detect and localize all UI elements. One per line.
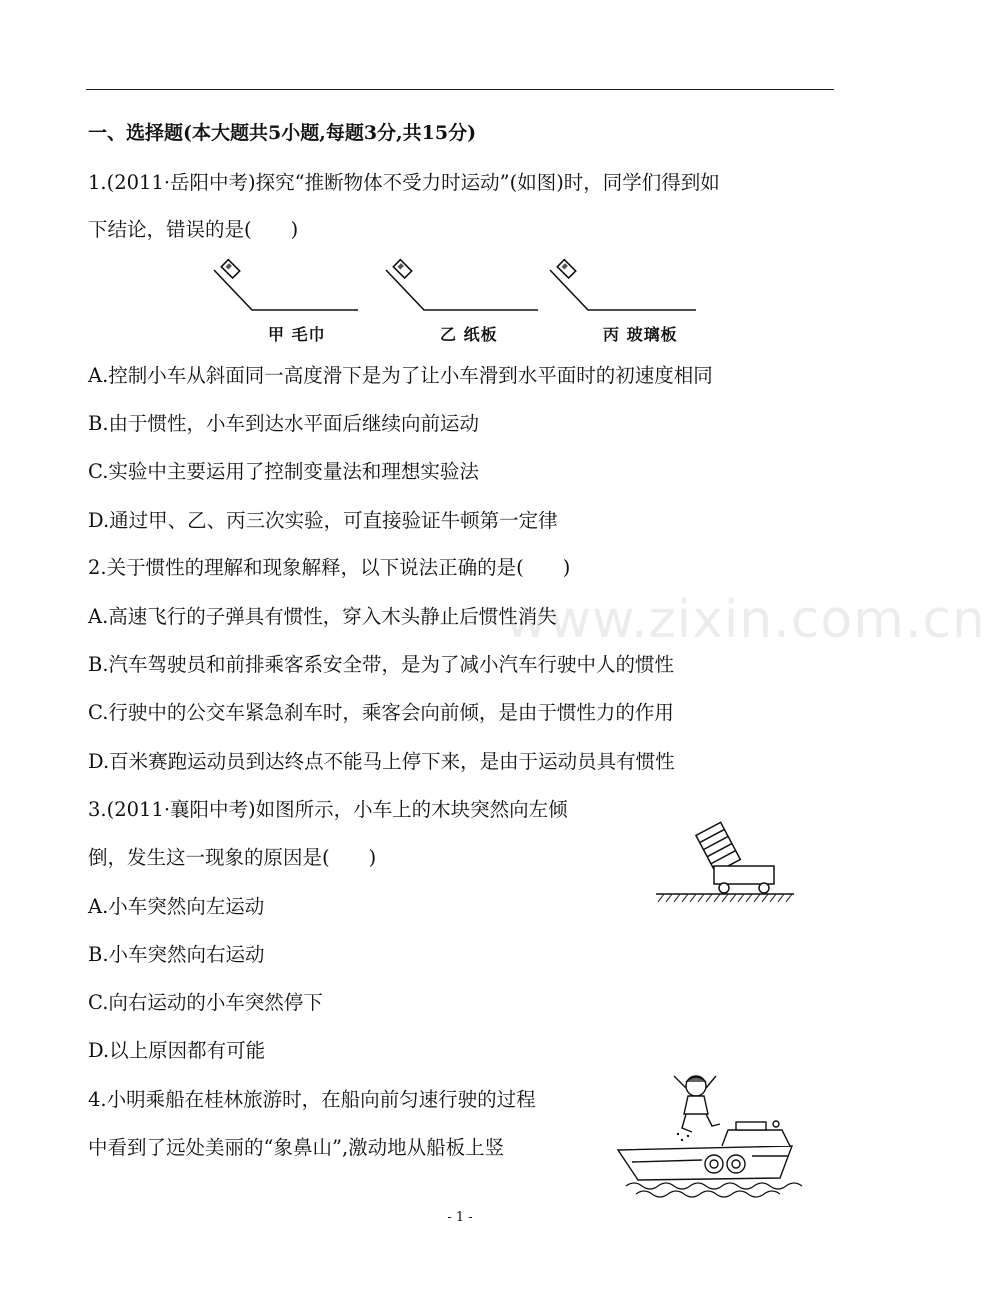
q1-option-a: A.控制小车从斜面同一高度滑下是为了让小车滑到水平面时的初速度相同 xyxy=(88,364,713,387)
q3-option-a: A.小车突然向左运动 xyxy=(88,895,265,918)
q3-option-b: B.小车突然向右运动 xyxy=(88,943,265,966)
page-number: - 1 - xyxy=(447,1210,473,1225)
q1-stem-line-2: 下结论，错误的是( ) xyxy=(88,218,299,241)
q1-stem-line-1: 1.(2011·岳阳中考)探究“推断物体不受力时运动”(如图)时，同学们得到如 xyxy=(88,171,720,194)
q2-option-c: C.行驶中的公交车紧急刹车时，乘客会向前倾，是由于惯性力的作用 xyxy=(88,701,674,724)
q2-option-d: D.百米赛跑运动员到达终点不能马上停下来，是由于运动员具有惯性 xyxy=(88,750,675,773)
q1-option-b: B.由于惯性，小车到达水平面后继续向前运动 xyxy=(88,412,480,435)
header-rule xyxy=(86,89,834,90)
q1-option-d: D.通过甲、乙、丙三次实验，可直接验证牛顿第一定律 xyxy=(88,509,558,532)
section-title: 一、选择题(本大题共5小题,每题3分,共15分) xyxy=(88,122,477,144)
q2-option-b: B.汽车驾驶员和前排乘客系安全带，是为了减小汽车行驶中人的惯性 xyxy=(88,653,675,676)
cart-block-figure xyxy=(652,820,802,910)
q3-option-d: D.以上原因都有可能 xyxy=(88,1039,266,1062)
q4-stem-line-1: 4.小明乘船在桂林旅游时，在船向前匀速行驶的过程 xyxy=(88,1088,536,1111)
q2-stem: 2.关于惯性的理解和现象解释，以下说法正确的是( ) xyxy=(88,556,571,579)
q3-stem-line-2: 倒，发生这一现象的原因是( ) xyxy=(88,846,377,869)
q4-stem-line-2: 中看到了远处美丽的“象鼻山”,激动地从船板上竖 xyxy=(88,1136,505,1159)
figure-label-jia: 甲 毛巾 xyxy=(268,325,326,344)
boat-jump-figure xyxy=(612,1066,812,1200)
figure-label-bing: 丙 玻璃板 xyxy=(603,325,678,344)
q3-stem-line-1: 3.(2011·襄阳中考)如图所示，小车上的木块突然向左倾 xyxy=(88,798,568,821)
q2-option-a: A.高速飞行的子弹具有惯性，穿入木头静止后惯性消失 xyxy=(88,605,557,628)
q1-option-c: C.实验中主要运用了控制变量法和理想实验法 xyxy=(88,460,479,483)
ramp-cart-figure xyxy=(200,262,720,322)
figure-label-yi: 乙 纸板 xyxy=(440,325,498,344)
q3-option-c: C.向右运动的小车突然停下 xyxy=(88,991,323,1014)
watermark: www.zixin.com.cn xyxy=(505,590,986,650)
